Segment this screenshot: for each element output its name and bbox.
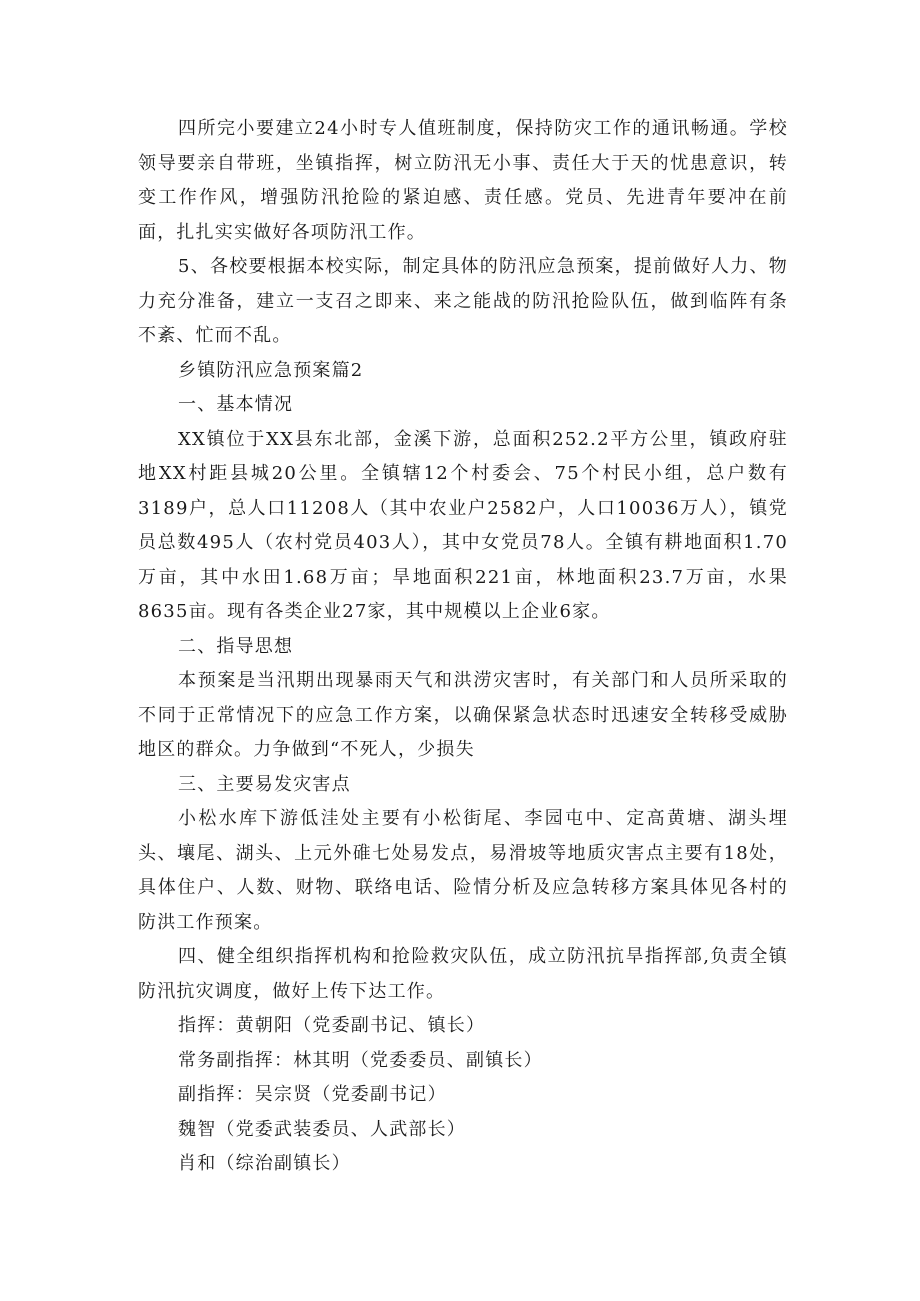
paragraph-school-plan: 5、各校要根据本校实际，制定具体的防汛应急预案，提前做好人力、物力充分准备，建立一支召之即来、来之能战的防汛抢险队伍，做到临阵有条不紊、忙而不乱。	[138, 256, 788, 346]
section-title: 乡镇防汛应急预案篇2	[178, 359, 364, 381]
list-item-commander: 指挥：黄朝阳（党委副书记、镇长）	[178, 1015, 486, 1036]
paragraph-duty-system: 四所完小要建立24小时专人值班制度，保持防灾工作的通讯畅通。学校领导要亲自带班，坐镇指挥，树立防汛无小事、责任大于天的忧患意识，转变工作作风，增强防汛抢险的紧迫感、责任感。党员、先进青年要冲在前面，扎扎实实做好各项防汛工作。	[138, 118, 788, 243]
list-item-deputy-commander: 副指挥：吴宗贤（党委副书记）	[178, 1084, 447, 1105]
heading-guiding-thought: 二、指导思想	[178, 635, 294, 657]
list-item-executive-deputy: 常务副指挥：林其明（党委委员、副镇长）	[178, 1049, 543, 1071]
list-item-wei-zhi: 魏智（党委武装委员、人武部长）	[178, 1118, 466, 1140]
document-body	[138, 112, 788, 1182]
heading-basic-situation: 一、基本情况	[178, 394, 294, 415]
heading-disaster-points: 三、主要易发灾害点	[178, 773, 351, 795]
paragraph-guiding-thought: 本预案是当汛期出现暴雨天气和洪涝灾害时，有关部门和人员所采取的不同于正常情况下的应急工作方案，以确保紧急状态时迅速安全转移受威胁地区的群众。力争做到“不死人，少损失	[138, 670, 788, 760]
paragraph-command-structure: 四、健全组织指挥机构和抢险救灾队伍，成立防汛抗旱指挥部,负责全镇防汛抗灾调度，做好上传下达工作。	[138, 946, 788, 1002]
paragraph-basic-situation: XX镇位于XX县东北部，金溪下游，总面积252.2平方公里，镇政府驻地XX村距县城20公里。全镇辖12个村委会、75个村民小组，总户数有3189户，总人口11208人（其中农业户2582户，人口10036万人），镇党员总数495人（农村党员403人），其中女党员78人。全镇有耕地面积1.70万亩，其中水田1.68万亩；旱地面积221亩，林地面积23.7万亩，水果8635亩。现有各类企业27家，其中规模以上企业6家。	[138, 428, 788, 622]
list-item-xiao-he: 肖和（综治副镇长）	[178, 1153, 351, 1174]
paragraph-disaster-points: 小松水库下游低洼处主要有小松街尾、李园屯中、定高黄塘、湖头埋头、壤尾、湖头、上元外碓七处易发点，易滑坡等地质灾害点主要有18处，具体住户、人数、财物、联络电话、险情分析及应急转移方案具体见各村的防洪工作预案。	[138, 808, 788, 933]
